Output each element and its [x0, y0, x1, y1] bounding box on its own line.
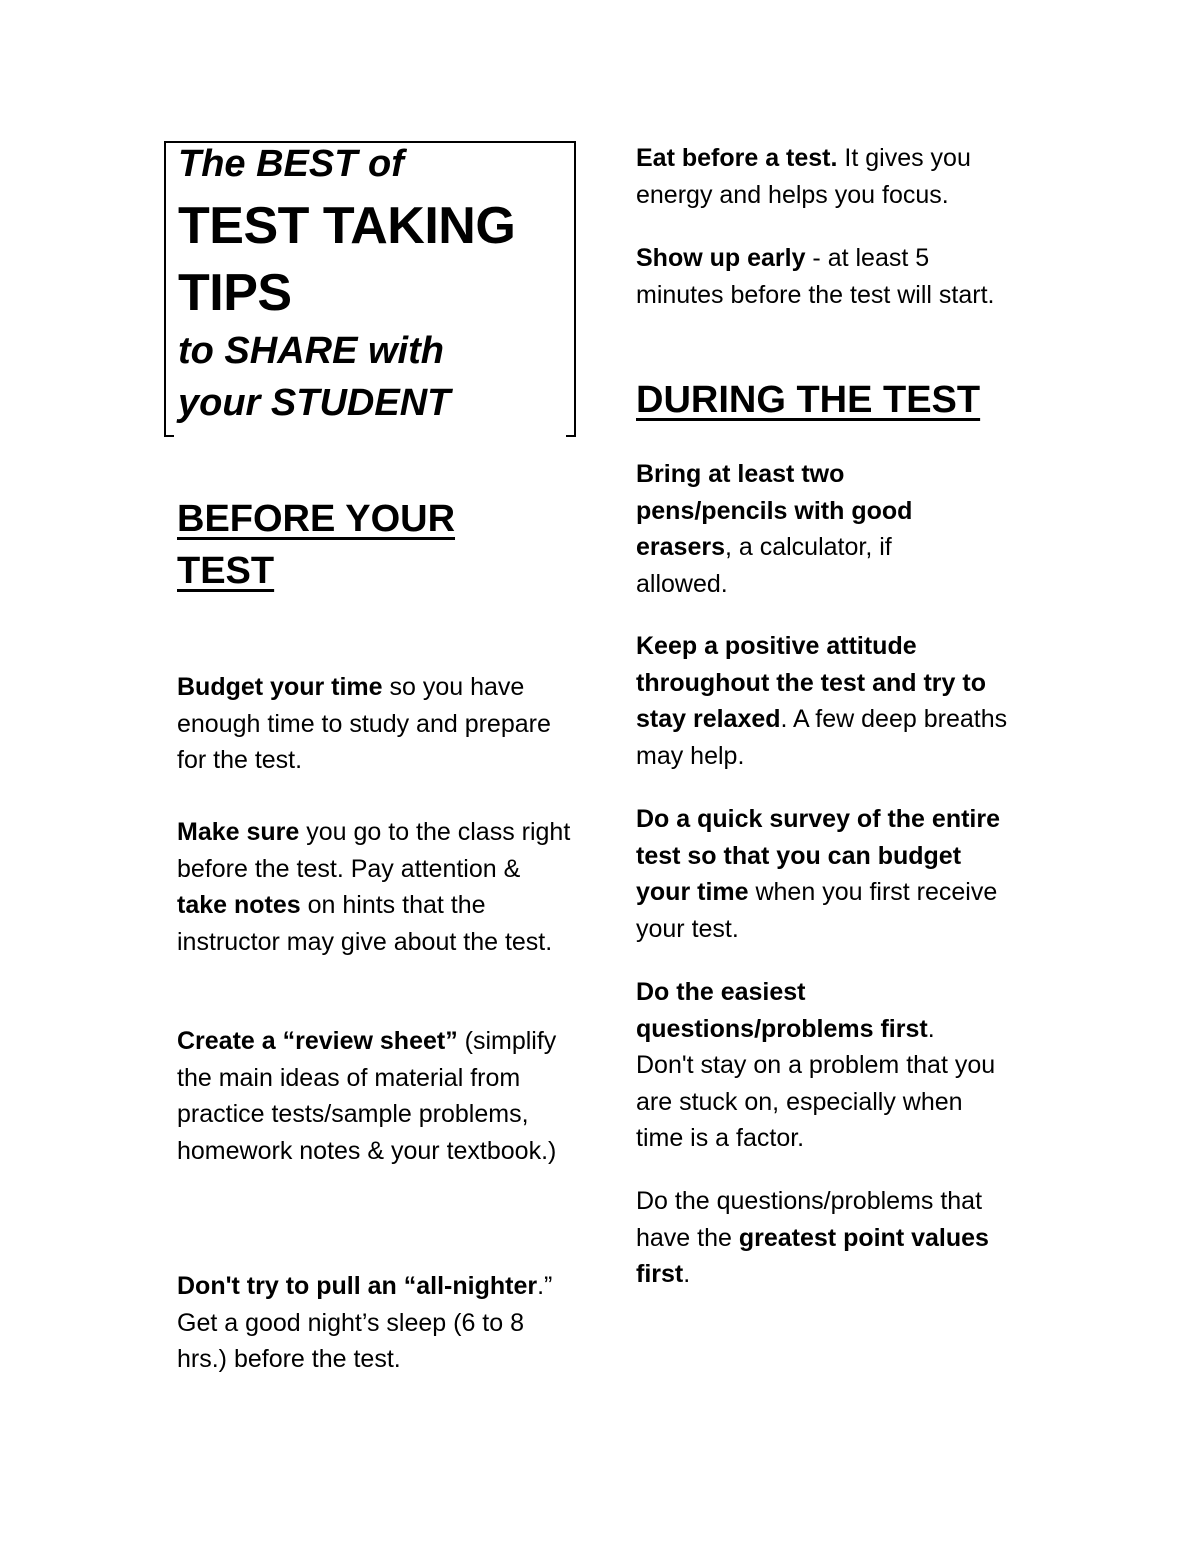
tip-text: when you first receive your test. — [636, 878, 998, 943]
tip-eat-before — [636, 140, 1036, 213]
tip-bold: Do the easiest questions/problems first — [636, 978, 928, 1043]
tip-text: , a calculator, if allowed. — [636, 533, 892, 598]
tip-text: you go to the class right before the test. Pay attention & — [177, 818, 571, 883]
during-heading: DURING THE TEST — [636, 379, 981, 421]
tip-text: (simplify the main ideas of material from practice tests/sample problems, homework notes & your textbook.) — [177, 1027, 557, 1165]
before-heading-line-1: BEFORE YOUR — [177, 498, 456, 540]
before-tip-make-sure — [177, 814, 577, 960]
tip-bold: Bring at least two pens/pencils with good erasers — [636, 460, 913, 561]
during-tip-positive — [636, 628, 1036, 774]
tip-bold: Budget your time — [177, 673, 383, 701]
during-tip-survey — [636, 801, 1006, 947]
before-tip-budget — [177, 669, 577, 779]
tip-show-up-early — [636, 240, 1016, 313]
title-line-2: TEST TAKING — [178, 197, 516, 255]
tip-text: It gives you energy and helps you focus. — [636, 144, 971, 209]
tip-text: - at least 5 minutes before the test will start. — [636, 244, 995, 309]
tip-text: . Don't stay on a problem that you are stuck on, especially when time is a factor. — [636, 1014, 996, 1152]
tip-bold: Make sure — [177, 818, 300, 846]
tip-bold: greatest point values first — [636, 1223, 989, 1288]
during-tip-easiest — [636, 974, 996, 1157]
tip-text: . A few deep breaths may help. — [636, 705, 1008, 770]
title-line-3: TIPS — [178, 264, 292, 322]
before-heading — [177, 493, 455, 597]
tip-bold: Create a “review sheet” — [177, 1027, 458, 1055]
before-heading-line-2: TEST — [177, 550, 275, 592]
title-box-corner-left — [164, 435, 174, 437]
before-tip-all-nighter — [177, 1268, 557, 1378]
title-box-corner-right — [566, 435, 576, 437]
tip-bold: Keep a positive attitude throughout the test and try to stay relaxed — [636, 632, 986, 733]
tip-text: so you have enough time to study and prepare for the test. — [177, 673, 551, 774]
before-tip-review-sheet — [177, 1023, 567, 1169]
tip-bold: Don't try to pull an “all-nighter — [177, 1272, 538, 1300]
tip-bold: Eat before a test. — [636, 144, 838, 172]
tip-text: .” Get a good night’s sleep (6 to 8 hrs.) before the test. — [177, 1272, 553, 1373]
tip-text: . — [683, 1260, 691, 1288]
tip-text-pre: Do the questions/problems that have the — [636, 1187, 983, 1252]
during-tip-point-values — [636, 1183, 1036, 1293]
title-box-border-left — [164, 141, 166, 437]
during-tip-pens — [636, 456, 976, 602]
title-box-border-right — [574, 141, 576, 437]
title-line-4: to SHARE with — [178, 330, 444, 372]
tip-bold-2: take notes — [177, 891, 301, 919]
tip-bold: Show up early — [636, 244, 806, 272]
title-line-5: your STUDENT — [178, 382, 451, 424]
title-line-1: The BEST of — [178, 143, 404, 185]
tip-text-2: on hints that the instructor may give about the test. — [177, 891, 553, 956]
tip-bold: Do a quick survey of the entire test so that you can budget your time — [636, 805, 1000, 906]
